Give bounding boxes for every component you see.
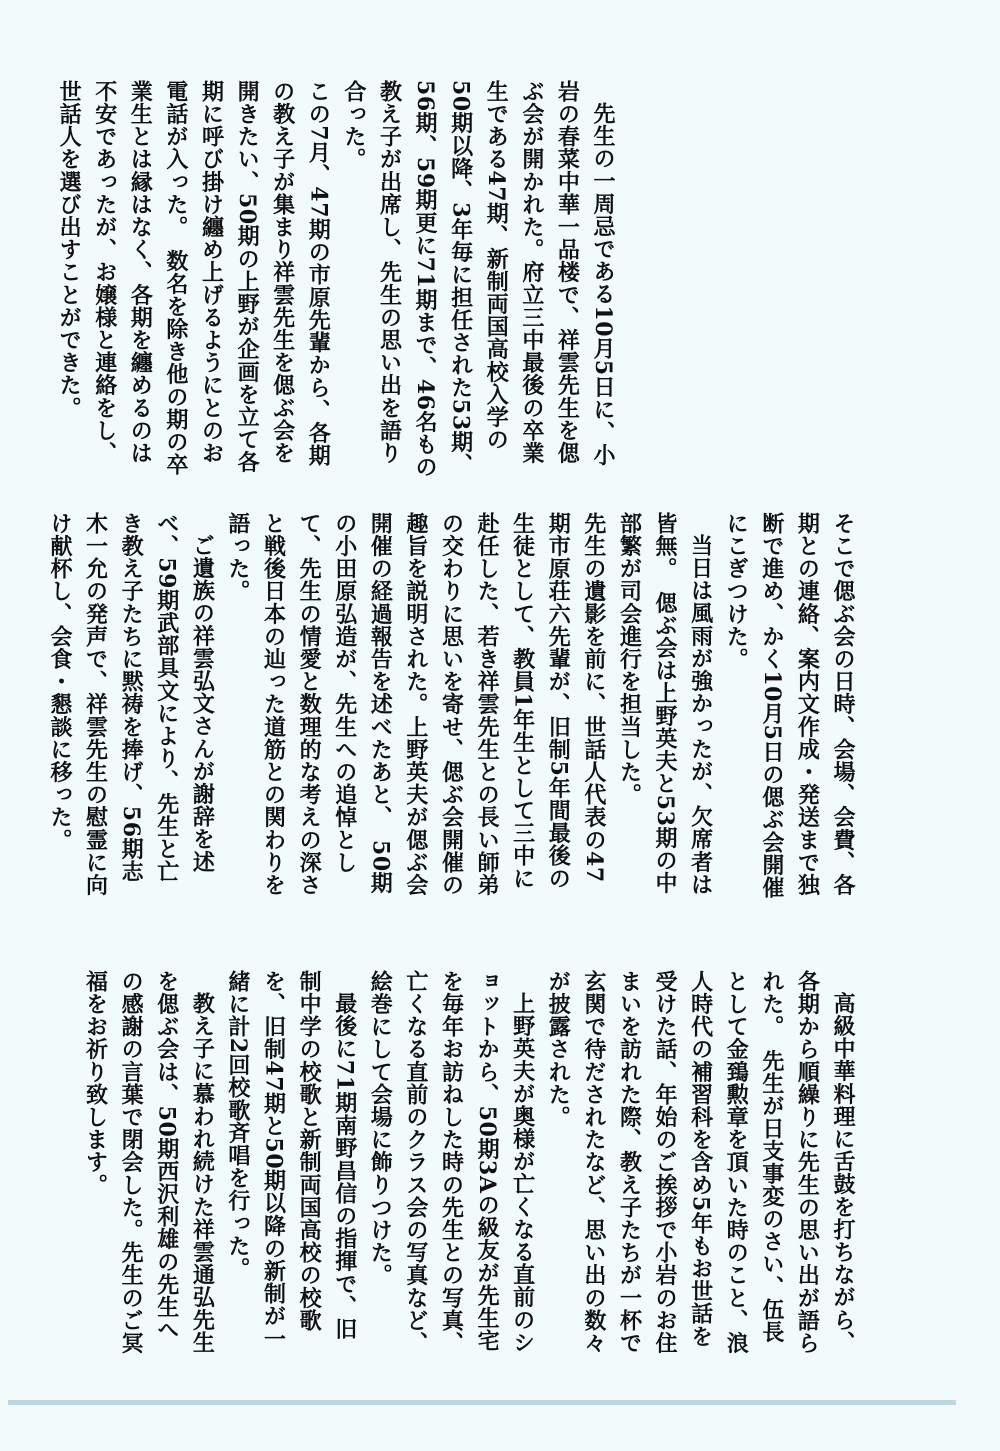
paragraph: そこで偲ぶ会の日時、会場、会費、各期との連絡、案内文作成・発送まで独断で進め、かく10月5日の偲ぶ会開催にこぎつけた。 bbox=[723, 512, 856, 899]
paragraph: 先生の遺影を前に、世話人代表の47期市原荘六先輩が、旧制5年間最後の生徒として、教員1年生として三中に赴任した、若き祥雲先生との長い師弟の交わりに思いを寄せ、偲ぶ会開催の趣旨を説明された。上野英夫が偲ぶ会開催の経過報告を述べたあと、 50期の小田原弘造が、先生への追悼として、先生の情愛と数理的な考えの深さと戦後日本の辿った道筋との関わりを語った。 bbox=[224, 512, 607, 897]
paragraph: 先生の一周忌である10月5日に、小岩の春菜中華一品楼で、祥雲先生を偲ぶ会が開かれた。府立三中最後の卒業生である47期、新制両国高校入学の50期以降、3年毎に担任された53期、56期、59期更に71期まで、46名もの教え子が出席し、先生の思い出を語り合った。 bbox=[340, 80, 616, 479]
paragraph: 高級中華料理に舌鼓を打ちながら、各期から順繰りに先生の思い出が語られた。 先生が日支事変のさい、伍長として金鵄勲章を頂いた時のこと、浪人時代の補習科を含め5年もお世話を受けた話、年始のご挨拶で小岩のお住まいを訪れた際、教え子たちが一杯で玄関で待だされたなど、思い出の数々が披露された。 bbox=[545, 970, 856, 1355]
paragraph: 上野英夫が奥様が亡くなる直前のショットから、50期3Aの級友が先生宅を毎年お訪ねした時の先生との写真、亡くなる直前のクラス会の写真など、絵巻にして会場に飾りつけた。 bbox=[367, 970, 536, 1355]
paragraph: 当日は風雨が強かったが、欠席者は皆無。 偲ぶ会は上野英夫と53期の中部繁が司会進行を担当した。 bbox=[616, 512, 714, 896]
paragraph: 最後に71期南野昌信の指揮で、旧制中学の校歌と新制両国高校の校歌を、旧制47期と50期以降の新制が一緒に計2回校歌斉唱を行った。 bbox=[224, 970, 358, 1351]
paragraph: 教え子に慕われ続けた祥雲通弘先生を偲ぶ会は、50期西沢利雄の先生への感謝の言葉で閉会した。先生のご冥福をお祈り致します。 bbox=[82, 970, 216, 1355]
paragraph: この7月、47期の市原先輩から、各期の教え子が集まり祥雲先生を偲ぶ会を開きたい、50期の上野が企画を立て各期に呼び掛け纏め上げるようにとのお電話が入った。 数名を除き他の期の卒業生とは縁はなく、各期を纏めるのは不安であったが、お嬢様と連絡をし、世話人を選び出すことができた。 bbox=[56, 80, 332, 476]
text-block-middle bbox=[46, 512, 860, 902]
text-block-top bbox=[56, 80, 620, 480]
paragraph: ご遺族の祥雲弘文さんが謝辞を述べ、59期武部具文により、先生と亡き教え子たちに黙祷を捧げ、56期志木一允の発声で、祥雲先生の慰霊に向け献杯し、会食・懇談に移った。 bbox=[46, 512, 216, 897]
footer-divider bbox=[8, 1400, 956, 1405]
text-block-bottom bbox=[50, 970, 860, 1360]
